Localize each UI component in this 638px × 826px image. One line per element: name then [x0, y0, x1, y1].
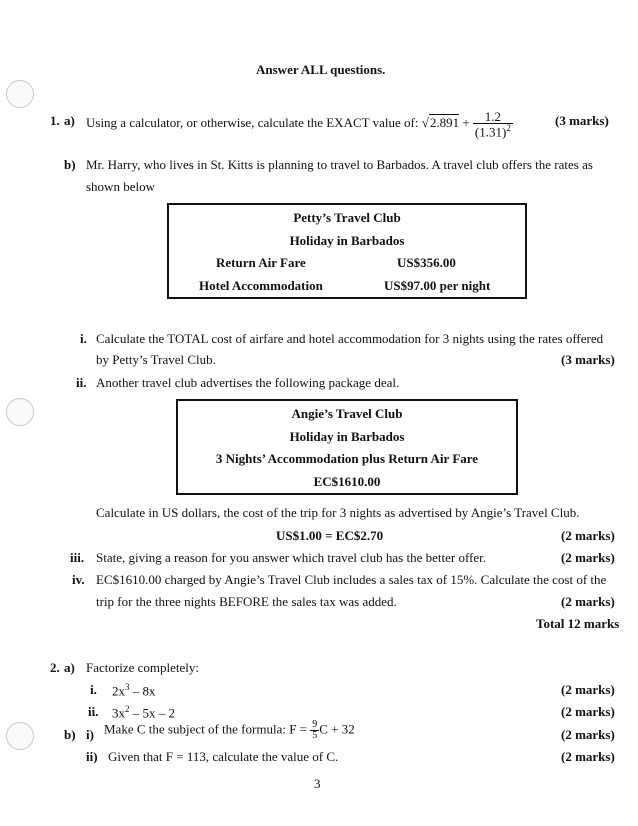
q2-ii-expr-exp: 2: [125, 704, 130, 714]
box2-title: Angie’s Travel Club: [291, 406, 403, 421]
q1-b-text-line1: Mr. Harry, who lives in St. Kitts is planning to travel to Barbados. A travel club offers the rates as: [86, 157, 593, 172]
box1-row2-value: US$97.00 per night: [384, 278, 491, 293]
q2-bi-marks: (2 marks): [561, 727, 615, 742]
q2-number: 2.: [50, 660, 60, 675]
q1-a-frac-num: 1.2: [473, 110, 513, 124]
q1-iii-label: iii.: [70, 550, 85, 565]
q2-ii-expression: [112, 704, 175, 721]
q2-ii-marks: (2 marks): [561, 704, 615, 719]
q1-a-text: Using a calculator, or otherwise, calculate the EXACT value of:: [86, 115, 419, 131]
q1-exchange-rate: US$1.00 = EC$2.70: [276, 528, 384, 543]
q1-total-marks: Total 12 marks: [536, 616, 620, 631]
q2-i-expr-a: 2x: [112, 683, 125, 699]
q1-iv-marks: (2 marks): [561, 594, 615, 609]
q1-rate-marks: (2 marks): [561, 528, 615, 543]
q1-number: 1.: [50, 113, 60, 128]
box1-row1-value: US$356.00: [397, 255, 456, 270]
q1-a-marks: (3 marks): [555, 113, 609, 128]
box1-subtitle: Holiday in Barbados: [289, 233, 405, 248]
box1-title: Petty’s Travel Club: [293, 210, 401, 225]
box1-row1-label: Return Air Fare: [216, 255, 306, 270]
q2-a-text: Factorize completely:: [86, 660, 199, 675]
q1-ii-label: ii.: [76, 375, 87, 390]
q2-i-expr-b: – 8x: [129, 683, 156, 699]
q1-a-question: [86, 110, 513, 138]
sqrt-icon: √: [421, 115, 429, 131]
punch-hole-bottom: [6, 722, 34, 750]
q1-iv-label: iv.: [72, 572, 85, 587]
q1-i-marks: (3 marks): [561, 352, 615, 367]
q2-bii-text: Given that F = 113, calculate the value of C.: [108, 749, 339, 764]
q1-a-plus: +: [459, 115, 473, 131]
page-title: Answer ALL questions.: [256, 62, 386, 77]
q1-iv-line2: trip for the three nights BEFORE the sales tax was added.: [96, 594, 397, 609]
q2-bi-question: [104, 720, 355, 741]
box1-row2-label: Hotel Accommodation: [199, 278, 323, 293]
q1-b-label: b): [64, 157, 76, 172]
box2-line3: 3 Nights’ Accommodation plus Return Air Fare: [215, 451, 479, 466]
q2-i-expression: [112, 682, 156, 699]
q2-b-label: b): [64, 727, 76, 742]
q1-a-root-value: 2.891: [429, 115, 460, 131]
q2-bi-text-after: C + 32: [319, 721, 355, 737]
pettys-travel-club-box: [167, 203, 527, 299]
q1-i-line2: by Petty’s Travel Club.: [96, 352, 216, 367]
q1-a-fraction: [473, 110, 513, 138]
q2-i-label: i.: [90, 682, 97, 697]
q1-i-label: i.: [80, 331, 87, 346]
angies-travel-club-box: [176, 399, 518, 495]
punch-hole-top: [6, 80, 34, 108]
q2-ii-expr-b: – 5x – 2: [129, 705, 175, 721]
q2-bi-label: i): [86, 727, 94, 742]
q1-a-label: a): [64, 113, 75, 128]
punch-hole-middle: [6, 398, 34, 426]
q1-ii-text: Another travel club advertises the following package deal.: [96, 375, 400, 390]
q2-bii-label: ii): [86, 749, 98, 764]
q2-ii-label: ii.: [88, 704, 99, 719]
q1-i-line1: Calculate the TOTAL cost of airfare and hotel accommodation for 3 nights using the rates offered: [96, 331, 604, 346]
q2-bii-marks: (2 marks): [561, 749, 615, 764]
q2-bi-frac-num: 9: [312, 719, 318, 730]
q2-bi-text: Make C the subject of the formula: F =: [104, 721, 308, 737]
q2-ii-expr-a: 3x: [112, 705, 125, 721]
q2-bi-frac-den: 5: [312, 730, 318, 741]
q2-a-label: a): [64, 660, 75, 675]
q1-b-text-line2: shown below: [86, 179, 155, 194]
page-number: 3: [314, 776, 321, 791]
q1-iii-marks: (2 marks): [561, 550, 615, 565]
q2-i-expr-exp: 3: [125, 682, 130, 692]
box2-subtitle: Holiday in Barbados: [289, 429, 405, 444]
q1-a-frac-den-base: (1.31): [474, 124, 507, 140]
q1-a-frac-den-exp: 2: [506, 123, 511, 133]
q1-calc-text: Calculate in US dollars, the cost of the trip for 3 nights as advertised by Angie’s Travel Club.: [96, 505, 580, 520]
q1-iii-text: State, giving a reason for you answer which travel club has the better offer.: [96, 550, 486, 565]
q1-a-frac-den: [473, 124, 513, 138]
q2-bi-fraction: [310, 720, 319, 741]
q1-iv-line1: EC$1610.00 charged by Angie’s Travel Club includes a sales tax of 15%. Calculate the cost of the: [96, 572, 607, 587]
box2-price: EC$1610.00: [313, 474, 381, 489]
q2-i-marks: (2 marks): [561, 682, 615, 697]
